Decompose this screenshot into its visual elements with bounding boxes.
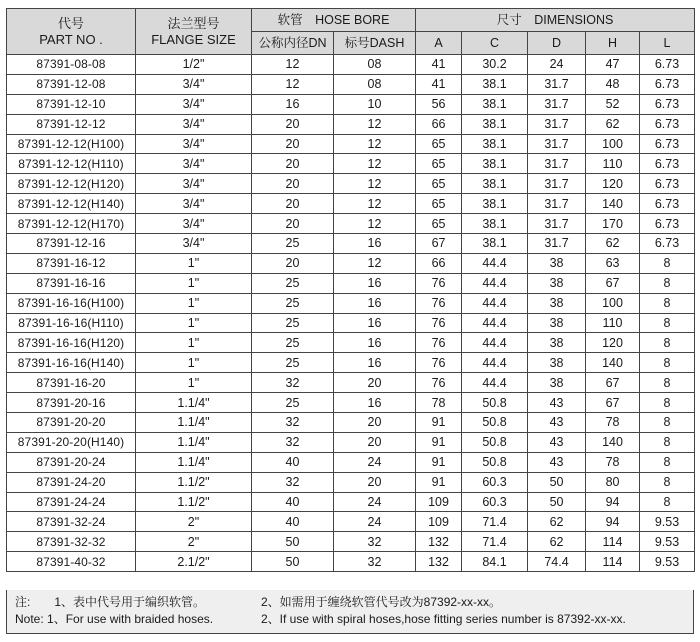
part-no-header <box>7 9 136 55</box>
dn-cell: 20 <box>252 114 334 134</box>
dim-c-cell: 44.4 <box>462 353 528 373</box>
dim-h-cell: 67 <box>586 373 640 393</box>
flange-size-cell: 1.1/4" <box>136 393 252 413</box>
dim-l-cell: 8 <box>640 273 695 293</box>
part-no-cell: 87391-16-16(H140) <box>7 353 136 373</box>
dash-cell: 16 <box>334 353 416 373</box>
dash-cell: 16 <box>334 293 416 313</box>
dim-a-cell: 91 <box>416 413 462 433</box>
dim-a-cell: 41 <box>416 74 462 94</box>
dim-h-cell: 80 <box>586 472 640 492</box>
dim-c-cell: 44.4 <box>462 313 528 333</box>
dim-a-cell: 76 <box>416 373 462 393</box>
flange-size-cell: 3/4" <box>136 194 252 214</box>
flange-size-cell: 1" <box>136 353 252 373</box>
dim-d-cell: 38 <box>528 273 586 293</box>
flange-size-cell: 2" <box>136 532 252 552</box>
table-row <box>7 114 695 134</box>
flange-size-cell: 3/4" <box>136 214 252 234</box>
col-a-header: A <box>416 32 462 55</box>
dim-l-cell: 8 <box>640 353 695 373</box>
dim-c-cell: 38.1 <box>462 214 528 234</box>
flange-size-cell: 1.1/2" <box>136 492 252 512</box>
part-no-cell: 87391-24-24 <box>7 492 136 512</box>
dash-cell: 12 <box>334 114 416 134</box>
part-no-cell: 87391-24-20 <box>7 472 136 492</box>
dim-h-cell: 48 <box>586 74 640 94</box>
part-no-cell: 87391-20-20 <box>7 413 136 433</box>
dim-l-cell: 8 <box>640 452 695 472</box>
part-no-header-cn: 代号 <box>57 15 84 31</box>
part-no-cell: 87391-20-20(H140) <box>7 432 136 452</box>
dim-d-cell: 38 <box>528 333 586 353</box>
dash-cell: 20 <box>334 413 416 433</box>
flange-size-header-en: FLANGE SIZE <box>151 31 236 47</box>
dim-c-cell: 50.8 <box>462 432 528 452</box>
dim-a-cell: 76 <box>416 313 462 333</box>
part-no-cell: 87391-32-24 <box>7 512 136 532</box>
dash-cell: 08 <box>334 55 416 75</box>
dim-l-cell: 6.73 <box>640 94 695 114</box>
dim-c-cell: 38.1 <box>462 194 528 214</box>
dim-l-cell: 8 <box>640 333 695 353</box>
dimensions-header: 尺寸 DIMENSIONS <box>416 9 695 32</box>
dim-h-cell: 120 <box>586 174 640 194</box>
dn-cell: 25 <box>252 333 334 353</box>
dim-l-cell: 8 <box>640 293 695 313</box>
dim-d-cell: 31.7 <box>528 234 586 254</box>
dim-h-cell: 78 <box>586 413 640 433</box>
dim-d-cell: 43 <box>528 393 586 413</box>
dim-c-cell: 30.2 <box>462 55 528 75</box>
part-no-cell: 87391-40-32 <box>7 552 136 572</box>
part-no-cell: 87391-12-12(H110) <box>7 154 136 174</box>
dim-d-cell: 31.7 <box>528 134 586 154</box>
note-cn-2: 2、如需用于缠绕软管代号改为87392-xx-xx。 <box>261 595 502 609</box>
dim-c-cell: 50.8 <box>462 413 528 433</box>
dn-cell: 32 <box>252 373 334 393</box>
dim-l-cell: 8 <box>640 253 695 273</box>
dash-cell: 16 <box>334 273 416 293</box>
table-row <box>7 532 695 552</box>
dim-c-cell: 44.4 <box>462 293 528 313</box>
part-no-cell: 87391-32-32 <box>7 532 136 552</box>
dn-cell: 32 <box>252 432 334 452</box>
dim-c-cell: 50.8 <box>462 452 528 472</box>
part-no-cell: 87391-12-12(H140) <box>7 194 136 214</box>
dn-cell: 40 <box>252 452 334 472</box>
note-en-2: 2、If use with spiral hoses,hose fitting series number is 87392-xx-xx. <box>261 612 626 626</box>
dim-a-cell: 56 <box>416 94 462 114</box>
dim-a-cell: 132 <box>416 552 462 572</box>
table-row <box>7 393 695 413</box>
dn-cell: 25 <box>252 293 334 313</box>
table-row <box>7 214 695 234</box>
flange-size-cell: 1/2" <box>136 55 252 75</box>
dim-h-cell: 63 <box>586 253 640 273</box>
dn-cell: 25 <box>252 273 334 293</box>
flange-size-cell: 1" <box>136 273 252 293</box>
dim-h-cell: 52 <box>586 94 640 114</box>
dim-c-cell: 38.1 <box>462 74 528 94</box>
flange-size-cell: 3/4" <box>136 114 252 134</box>
dim-d-cell: 31.7 <box>528 114 586 134</box>
flange-size-cell: 1.1/4" <box>136 452 252 472</box>
dim-d-cell: 31.7 <box>528 154 586 174</box>
table-row <box>7 333 695 353</box>
part-no-cell: 87391-16-16 <box>7 273 136 293</box>
dn-cell: 50 <box>252 552 334 572</box>
dim-a-cell: 65 <box>416 154 462 174</box>
flange-size-cell: 1.1/2" <box>136 472 252 492</box>
part-no-cell: 87391-20-24 <box>7 452 136 472</box>
dn-cell: 50 <box>252 532 334 552</box>
dim-l-cell: 8 <box>640 373 695 393</box>
flange-size-cell: 1.1/4" <box>136 432 252 452</box>
table-row <box>7 234 695 254</box>
dn-cell: 20 <box>252 154 334 174</box>
dash-cell: 12 <box>334 253 416 273</box>
dim-d-cell: 31.7 <box>528 194 586 214</box>
dim-h-cell: 114 <box>586 532 640 552</box>
dash-cell: 20 <box>334 432 416 452</box>
dn-cell: 16 <box>252 94 334 114</box>
dim-l-cell: 8 <box>640 472 695 492</box>
dim-l-cell: 8 <box>640 393 695 413</box>
dim-c-cell: 44.4 <box>462 253 528 273</box>
col-h-header: H <box>586 32 640 55</box>
spec-sheet <box>6 8 694 572</box>
part-no-cell: 87391-12-12(H170) <box>7 214 136 234</box>
hose-bore-header: 软管 HOSE BORE <box>252 9 416 32</box>
dim-c-cell: 38.1 <box>462 174 528 194</box>
dim-h-cell: 94 <box>586 512 640 532</box>
dim-h-cell: 62 <box>586 234 640 254</box>
dash-cell: 10 <box>334 94 416 114</box>
table-row <box>7 373 695 393</box>
table-row <box>7 492 695 512</box>
dim-d-cell: 43 <box>528 413 586 433</box>
flange-size-cell: 2" <box>136 512 252 532</box>
dim-c-cell: 71.4 <box>462 532 528 552</box>
dim-c-cell: 38.1 <box>462 114 528 134</box>
table-row <box>7 432 695 452</box>
dash-cell: 24 <box>334 512 416 532</box>
dim-h-cell: 67 <box>586 273 640 293</box>
dim-l-cell: 6.73 <box>640 214 695 234</box>
dim-d-cell: 43 <box>528 432 586 452</box>
dash-cell: 32 <box>334 552 416 572</box>
dn-cell: 20 <box>252 194 334 214</box>
dim-c-cell: 44.4 <box>462 373 528 393</box>
dn-cell: 25 <box>252 353 334 373</box>
table-row <box>7 194 695 214</box>
dim-h-cell: 114 <box>586 552 640 572</box>
dim-d-cell: 38 <box>528 253 586 273</box>
flange-size-header-cn: 法兰型号 <box>167 15 220 31</box>
flange-size-cell: 1" <box>136 333 252 353</box>
flange-size-cell: 3/4" <box>136 74 252 94</box>
dim-l-cell: 6.73 <box>640 114 695 134</box>
table-row <box>7 293 695 313</box>
dim-h-cell: 62 <box>586 114 640 134</box>
part-no-header-en: PART NO . <box>39 31 103 47</box>
note-cn-1: 注: 1、表中代号用于编织软管。 <box>15 595 206 609</box>
dim-c-cell: 44.4 <box>462 273 528 293</box>
part-no-cell: 87391-16-16(H110) <box>7 313 136 333</box>
dim-d-cell: 31.7 <box>528 214 586 234</box>
table-row <box>7 472 695 492</box>
table-row <box>7 253 695 273</box>
dim-h-cell: 140 <box>586 194 640 214</box>
dim-h-cell: 140 <box>586 353 640 373</box>
part-no-cell: 87391-16-16(H120) <box>7 333 136 353</box>
dim-a-cell: 109 <box>416 492 462 512</box>
dim-c-cell: 38.1 <box>462 234 528 254</box>
part-no-cell: 87391-16-20 <box>7 373 136 393</box>
dim-a-cell: 91 <box>416 452 462 472</box>
flange-size-cell: 3/4" <box>136 174 252 194</box>
part-no-cell: 87391-12-10 <box>7 94 136 114</box>
dim-l-cell: 6.73 <box>640 174 695 194</box>
dn-cell: 32 <box>252 413 334 433</box>
dash-cell: 32 <box>334 532 416 552</box>
dim-l-cell: 8 <box>640 492 695 512</box>
table-row <box>7 55 695 75</box>
dim-a-cell: 65 <box>416 174 462 194</box>
part-no-cell: 87391-16-12 <box>7 253 136 273</box>
dimensions-table <box>6 8 695 572</box>
dash-cell: 12 <box>334 214 416 234</box>
dim-h-cell: 94 <box>586 492 640 512</box>
dn-cell: 25 <box>252 313 334 333</box>
dash-cell: 12 <box>334 194 416 214</box>
dim-a-cell: 76 <box>416 273 462 293</box>
dim-a-cell: 66 <box>416 114 462 134</box>
col-l-header: L <box>640 32 695 55</box>
dim-h-cell: 100 <box>586 134 640 154</box>
dim-d-cell: 50 <box>528 492 586 512</box>
dim-c-cell: 38.1 <box>462 134 528 154</box>
dim-d-cell: 74.4 <box>528 552 586 572</box>
dim-a-cell: 78 <box>416 393 462 413</box>
flange-size-cell: 1.1/4" <box>136 413 252 433</box>
table-row <box>7 452 695 472</box>
dim-l-cell: 9.53 <box>640 532 695 552</box>
dim-a-cell: 65 <box>416 194 462 214</box>
dash-cell: 12 <box>334 154 416 174</box>
flange-size-cell: 3/4" <box>136 154 252 174</box>
dim-d-cell: 43 <box>528 452 586 472</box>
dn-cell: 12 <box>252 55 334 75</box>
dim-l-cell: 8 <box>640 313 695 333</box>
dim-c-cell: 71.4 <box>462 512 528 532</box>
dash-cell: 24 <box>334 452 416 472</box>
dim-d-cell: 62 <box>528 512 586 532</box>
dash-cell: 24 <box>334 492 416 512</box>
col-c-header: C <box>462 32 528 55</box>
dash-cell: 20 <box>334 472 416 492</box>
flange-size-cell: 1" <box>136 313 252 333</box>
dim-a-cell: 76 <box>416 333 462 353</box>
part-no-cell: 87391-12-12(H100) <box>7 134 136 154</box>
dim-d-cell: 38 <box>528 293 586 313</box>
part-no-cell: 87391-12-12(H120) <box>7 174 136 194</box>
table-body <box>7 55 695 572</box>
dim-a-cell: 132 <box>416 532 462 552</box>
table-row <box>7 512 695 532</box>
dim-l-cell: 6.73 <box>640 194 695 214</box>
dash-cell: 16 <box>334 393 416 413</box>
col-d-header: D <box>528 32 586 55</box>
table-row <box>7 273 695 293</box>
dn-header: 公称内径DN <box>252 32 334 55</box>
dn-cell: 12 <box>252 74 334 94</box>
dim-a-cell: 76 <box>416 353 462 373</box>
dim-a-cell: 109 <box>416 512 462 532</box>
part-no-cell: 87391-12-08 <box>7 74 136 94</box>
dim-h-cell: 110 <box>586 154 640 174</box>
dim-d-cell: 38 <box>528 313 586 333</box>
table-row <box>7 94 695 114</box>
table-row <box>7 174 695 194</box>
part-no-cell: 87391-12-16 <box>7 234 136 254</box>
dn-cell: 25 <box>252 393 334 413</box>
dn-cell: 32 <box>252 472 334 492</box>
dn-cell: 40 <box>252 512 334 532</box>
dim-l-cell: 8 <box>640 413 695 433</box>
dim-d-cell: 50 <box>528 472 586 492</box>
dn-cell: 20 <box>252 174 334 194</box>
dn-cell: 20 <box>252 214 334 234</box>
dim-l-cell: 6.73 <box>640 134 695 154</box>
dim-c-cell: 84.1 <box>462 552 528 572</box>
dim-a-cell: 91 <box>416 432 462 452</box>
table-row <box>7 154 695 174</box>
dim-d-cell: 31.7 <box>528 74 586 94</box>
dn-cell: 40 <box>252 492 334 512</box>
dash-cell: 12 <box>334 174 416 194</box>
dim-a-cell: 41 <box>416 55 462 75</box>
dim-h-cell: 110 <box>586 313 640 333</box>
dn-cell: 20 <box>252 253 334 273</box>
dim-c-cell: 38.1 <box>462 94 528 114</box>
dash-cell: 20 <box>334 373 416 393</box>
table-row <box>7 552 695 572</box>
part-no-cell: 87391-12-12 <box>7 114 136 134</box>
part-no-cell: 87391-16-16(H100) <box>7 293 136 313</box>
flange-size-header <box>136 9 252 55</box>
part-no-cell: 87391-08-08 <box>7 55 136 75</box>
dim-h-cell: 78 <box>586 452 640 472</box>
dim-h-cell: 47 <box>586 55 640 75</box>
table-row <box>7 134 695 154</box>
flange-size-cell: 1" <box>136 253 252 273</box>
dim-l-cell: 9.53 <box>640 552 695 572</box>
dim-d-cell: 24 <box>528 55 586 75</box>
note-en-1: Note: 1、For use with braided hoses. <box>15 612 214 626</box>
part-no-cell: 87391-20-16 <box>7 393 136 413</box>
dim-c-cell: 60.3 <box>462 472 528 492</box>
dim-h-cell: 140 <box>586 432 640 452</box>
dash-cell: 16 <box>334 234 416 254</box>
dim-h-cell: 67 <box>586 393 640 413</box>
flange-size-cell: 2.1/2" <box>136 552 252 572</box>
dim-c-cell: 38.1 <box>462 154 528 174</box>
dim-a-cell: 65 <box>416 134 462 154</box>
notes-box <box>6 590 694 634</box>
dim-l-cell: 6.73 <box>640 74 695 94</box>
dash-cell: 08 <box>334 74 416 94</box>
dim-a-cell: 65 <box>416 214 462 234</box>
dim-d-cell: 31.7 <box>528 94 586 114</box>
dim-h-cell: 100 <box>586 293 640 313</box>
dash-cell: 12 <box>334 134 416 154</box>
dash-cell: 16 <box>334 333 416 353</box>
dim-l-cell: 9.53 <box>640 512 695 532</box>
dim-l-cell: 6.73 <box>640 154 695 174</box>
dim-c-cell: 50.8 <box>462 393 528 413</box>
dim-d-cell: 38 <box>528 353 586 373</box>
dash-cell: 16 <box>334 313 416 333</box>
flange-size-cell: 3/4" <box>136 94 252 114</box>
dim-l-cell: 6.73 <box>640 55 695 75</box>
table-row <box>7 74 695 94</box>
table-row <box>7 353 695 373</box>
dim-h-cell: 170 <box>586 214 640 234</box>
dim-l-cell: 6.73 <box>640 234 695 254</box>
dim-a-cell: 76 <box>416 293 462 313</box>
dn-cell: 20 <box>252 134 334 154</box>
dim-c-cell: 44.4 <box>462 333 528 353</box>
dn-cell: 25 <box>252 234 334 254</box>
dim-a-cell: 66 <box>416 253 462 273</box>
dim-d-cell: 62 <box>528 532 586 552</box>
dim-c-cell: 60.3 <box>462 492 528 512</box>
dim-a-cell: 91 <box>416 472 462 492</box>
flange-size-cell: 3/4" <box>136 234 252 254</box>
flange-size-cell: 3/4" <box>136 134 252 154</box>
dim-d-cell: 31.7 <box>528 174 586 194</box>
table-row <box>7 313 695 333</box>
dim-a-cell: 67 <box>416 234 462 254</box>
dim-d-cell: 38 <box>528 373 586 393</box>
dim-l-cell: 8 <box>640 432 695 452</box>
dim-h-cell: 120 <box>586 333 640 353</box>
table-row <box>7 413 695 433</box>
flange-size-cell: 1" <box>136 293 252 313</box>
flange-size-cell: 1" <box>136 373 252 393</box>
dash-header: 标号DASH <box>334 32 416 55</box>
